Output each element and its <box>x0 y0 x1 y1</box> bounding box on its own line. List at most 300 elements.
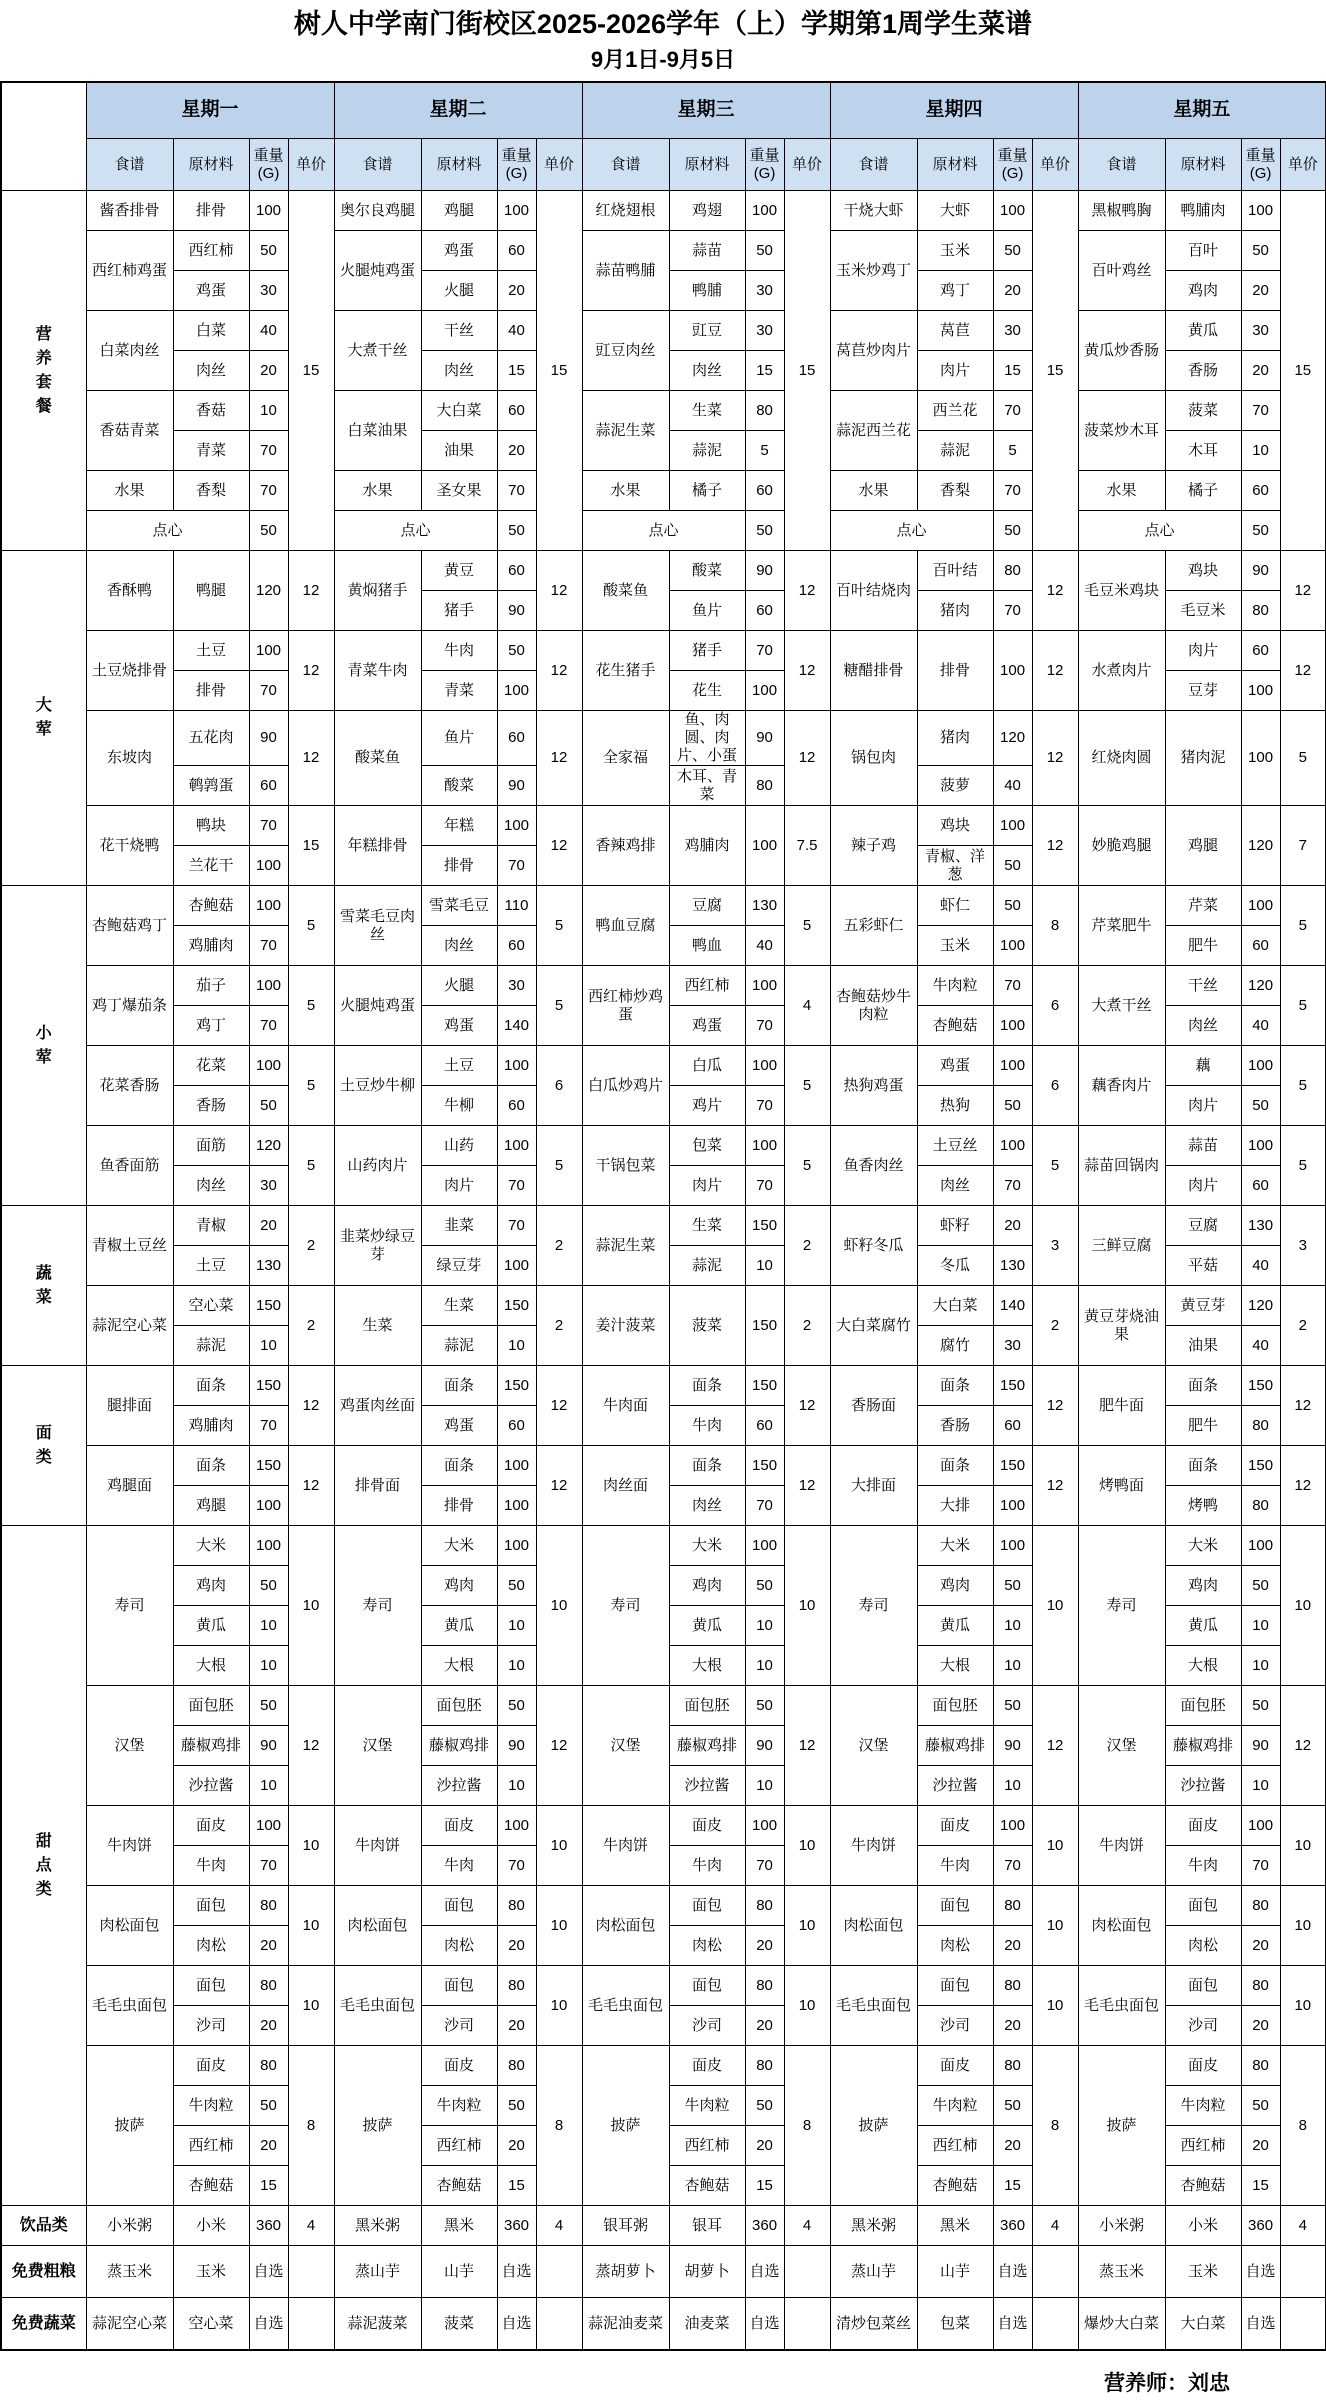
weight-cell: 100 <box>249 1526 288 1566</box>
weight-cell: 80 <box>745 1886 784 1926</box>
day-header: 星期三 <box>582 82 830 139</box>
weight-cell: 120 <box>1241 806 1280 886</box>
ingredient-cell: 面皮 <box>917 2046 993 2086</box>
corner-cell <box>1 82 86 191</box>
weight-cell: 150 <box>1241 1366 1280 1406</box>
weight-cell: 自选 <box>497 2298 536 2350</box>
ingredient-cell: 花生 <box>669 671 745 711</box>
ingredient-cell: 排骨 <box>421 846 497 886</box>
price-cell: 7.5 <box>784 806 830 886</box>
ingredient-column-header: 原材料 <box>173 139 249 191</box>
dish-cell: 蒸山芋 <box>334 2246 421 2298</box>
weight-cell: 10 <box>1241 1766 1280 1806</box>
price-cell: 10 <box>1032 1806 1078 1886</box>
weight-cell: 100 <box>249 1806 288 1846</box>
dish-cell: 大煮干丝 <box>1078 966 1165 1046</box>
weight-cell: 50 <box>497 1566 536 1606</box>
ingredient-cell: 蒜泥 <box>917 431 993 471</box>
day-header-row <box>1 82 1326 139</box>
weight-cell: 80 <box>993 2046 1032 2086</box>
dish-cell: 牛肉饼 <box>582 1806 669 1886</box>
weight-cell: 30 <box>993 311 1032 351</box>
ingredient-cell: 面包 <box>1165 1966 1241 2006</box>
weight-cell: 100 <box>249 1486 288 1526</box>
price-cell: 15 <box>536 191 582 551</box>
ingredient-cell: 蒜泥 <box>421 1326 497 1366</box>
price-cell: 10 <box>536 1526 582 1686</box>
weight-cell: 60 <box>993 1406 1032 1446</box>
weight-cell: 50 <box>249 2086 288 2126</box>
table-row <box>1 2246 1326 2298</box>
ingredient-cell: 山芋 <box>917 2246 993 2298</box>
ingredient-cell: 鸡脯肉 <box>173 1406 249 1446</box>
ingredient-cell: 虾籽 <box>917 1206 993 1246</box>
recipe-column-header: 食谱 <box>334 139 421 191</box>
weight-cell: 90 <box>249 711 288 766</box>
dish-cell: 水果 <box>334 471 421 511</box>
weight-cell: 60 <box>497 711 536 766</box>
weight-cell: 70 <box>745 1006 784 1046</box>
weight-cell: 自选 <box>745 2298 784 2350</box>
price-cell: 12 <box>288 711 334 806</box>
weight-cell: 80 <box>497 1886 536 1926</box>
weight-cell: 80 <box>1241 1406 1280 1446</box>
ingredient-cell: 鸡块 <box>917 806 993 846</box>
weight-cell: 70 <box>993 591 1032 631</box>
dish-cell: 寿司 <box>86 1526 173 1686</box>
table-row <box>1 1206 1326 1246</box>
weight-cell: 50 <box>1241 2086 1280 2126</box>
dish-cell: 白菜肉丝 <box>86 311 173 391</box>
ingredient-cell: 空心菜 <box>173 2298 249 2350</box>
weight-cell: 100 <box>249 886 288 926</box>
weight-cell: 80 <box>497 1966 536 2006</box>
weight-column-header: 重量(G) <box>745 139 784 191</box>
ingredient-cell: 香梨 <box>917 471 993 511</box>
price-cell: 4 <box>536 2206 582 2246</box>
ingredient-cell: 鸡翅 <box>669 191 745 231</box>
weight-cell: 50 <box>1241 231 1280 271</box>
price-cell: 12 <box>1032 1446 1078 1526</box>
ingredient-cell: 牛肉 <box>421 631 497 671</box>
price-column-header: 单价 <box>1032 139 1078 191</box>
ingredient-cell: 香肠 <box>173 1086 249 1126</box>
ingredient-cell: 沙拉酱 <box>421 1766 497 1806</box>
weight-cell: 100 <box>993 631 1032 711</box>
weight-cell: 70 <box>249 1846 288 1886</box>
ingredient-cell: 面包胚 <box>421 1686 497 1726</box>
ingredient-cell: 肉松 <box>917 1926 993 1966</box>
ingredient-cell: 面筋 <box>173 1126 249 1166</box>
ingredient-cell: 藤椒鸡排 <box>669 1726 745 1766</box>
day-header: 星期二 <box>334 82 582 139</box>
dish-cell: 玉米炒鸡丁 <box>830 231 917 311</box>
weight-cell: 70 <box>497 846 536 886</box>
table-row <box>1 511 1326 551</box>
weight-cell: 100 <box>497 671 536 711</box>
table-row <box>1 886 1326 926</box>
ingredient-cell: 大根 <box>421 1646 497 1686</box>
weight-cell: 150 <box>1241 1446 1280 1486</box>
dish-cell: 点心 <box>86 511 249 551</box>
ingredient-cell: 大根 <box>917 1646 993 1686</box>
ingredient-cell: 鸡蛋 <box>421 1006 497 1046</box>
dish-cell: 花干烧鸭 <box>86 806 173 886</box>
dish-cell: 青椒土豆丝 <box>86 1206 173 1286</box>
weight-cell: 10 <box>249 1766 288 1806</box>
weight-cell: 70 <box>497 1846 536 1886</box>
weight-cell: 20 <box>249 1926 288 1966</box>
weight-cell: 50 <box>745 511 784 551</box>
weight-cell: 120 <box>249 1126 288 1166</box>
ingredient-cell: 肉片 <box>1165 631 1241 671</box>
ingredient-cell: 牛肉粒 <box>173 2086 249 2126</box>
dish-cell: 虾籽冬瓜 <box>830 1206 917 1286</box>
dish-cell: 点心 <box>830 511 993 551</box>
ingredient-cell: 面条 <box>421 1446 497 1486</box>
price-cell: 2 <box>536 1286 582 1366</box>
ingredient-cell: 鸡脯肉 <box>173 926 249 966</box>
price-cell <box>536 2246 582 2298</box>
ingredient-cell: 面包胚 <box>917 1686 993 1726</box>
dish-cell: 香肠面 <box>830 1366 917 1446</box>
price-cell: 10 <box>1032 1526 1078 1686</box>
ingredient-cell: 牛肉 <box>669 1846 745 1886</box>
weight-cell: 20 <box>497 271 536 311</box>
ingredient-cell: 虾仁 <box>917 886 993 926</box>
weight-cell: 90 <box>745 1726 784 1766</box>
price-cell: 2 <box>288 1206 334 1286</box>
dish-cell: 鸡丁爆茄条 <box>86 966 173 1046</box>
ingredient-cell: 五花肉 <box>173 711 249 766</box>
ingredient-cell: 牛肉 <box>173 1846 249 1886</box>
table-row <box>1 631 1326 671</box>
ingredient-cell: 火腿 <box>421 271 497 311</box>
ingredient-cell: 菠菜 <box>421 2298 497 2350</box>
price-cell: 8 <box>784 2046 830 2206</box>
ingredient-cell: 山药 <box>421 1126 497 1166</box>
price-cell: 10 <box>1280 1886 1326 1966</box>
weight-cell: 5 <box>993 431 1032 471</box>
dish-cell: 水果 <box>582 471 669 511</box>
weight-cell: 70 <box>497 471 536 511</box>
recipe-column-header: 食谱 <box>1078 139 1165 191</box>
dish-cell: 杏鲍菇鸡丁 <box>86 886 173 966</box>
ingredient-cell: 木耳 <box>1165 431 1241 471</box>
category-cell: 蔬菜 <box>1 1206 86 1366</box>
ingredient-cell: 鱼片 <box>669 591 745 631</box>
ingredient-cell: 大米 <box>173 1526 249 1566</box>
dish-cell: 大白菜腐竹 <box>830 1286 917 1366</box>
ingredient-cell: 沙司 <box>173 2006 249 2046</box>
dish-cell: 肉松面包 <box>86 1886 173 1966</box>
ingredient-cell: 鸡肉 <box>173 1566 249 1606</box>
price-cell: 2 <box>288 1286 334 1366</box>
weight-cell: 140 <box>497 1006 536 1046</box>
weight-cell: 70 <box>993 471 1032 511</box>
ingredient-cell: 面包胚 <box>669 1686 745 1726</box>
ingredient-cell: 青菜 <box>173 431 249 471</box>
price-cell <box>1032 2298 1078 2350</box>
weight-cell: 100 <box>497 1486 536 1526</box>
dish-cell: 白菜油果 <box>334 391 421 471</box>
weight-cell: 80 <box>745 2046 784 2086</box>
weight-cell: 50 <box>249 1086 288 1126</box>
ingredient-cell: 橘子 <box>1165 471 1241 511</box>
ingredient-cell: 鸡肉 <box>669 1566 745 1606</box>
dish-cell: 西红柿鸡蛋 <box>86 231 173 311</box>
dish-cell: 蒸玉米 <box>86 2246 173 2298</box>
weight-cell: 70 <box>993 391 1032 431</box>
ingredient-cell: 玉米 <box>1165 2246 1241 2298</box>
weight-cell: 60 <box>745 471 784 511</box>
price-cell: 15 <box>288 806 334 886</box>
ingredient-cell: 西红柿 <box>173 231 249 271</box>
weight-cell: 90 <box>1241 1726 1280 1766</box>
weight-cell: 120 <box>249 551 288 631</box>
ingredient-cell: 生菜 <box>669 1206 745 1246</box>
weight-cell: 50 <box>993 2086 1032 2126</box>
date-range: 9月1日-9月5日 <box>590 46 736 72</box>
weight-cell: 70 <box>745 1166 784 1206</box>
ingredient-cell: 鸭腿 <box>173 551 249 631</box>
weight-cell: 50 <box>1241 511 1280 551</box>
weight-cell: 20 <box>745 2006 784 2046</box>
weight-cell: 70 <box>993 1166 1032 1206</box>
ingredient-cell: 空心菜 <box>173 1286 249 1326</box>
ingredient-cell: 面条 <box>173 1366 249 1406</box>
ingredient-cell: 肉片 <box>917 351 993 391</box>
ingredient-cell: 黄瓜 <box>669 1606 745 1646</box>
weight-cell: 15 <box>1241 2166 1280 2206</box>
weight-cell: 70 <box>745 1846 784 1886</box>
ingredient-cell: 豆腐 <box>1165 1206 1241 1246</box>
dish-cell: 点心 <box>1078 511 1241 551</box>
weight-cell: 70 <box>249 471 288 511</box>
ingredient-cell: 鸡丁 <box>173 1006 249 1046</box>
weight-cell: 150 <box>497 1286 536 1326</box>
price-cell: 15 <box>1032 191 1078 551</box>
weight-cell: 100 <box>1241 711 1280 806</box>
ingredient-cell: 大米 <box>669 1526 745 1566</box>
weight-cell: 50 <box>993 1686 1032 1726</box>
price-cell: 12 <box>1032 1686 1078 1806</box>
price-cell: 10 <box>1032 1966 1078 2046</box>
weight-cell: 70 <box>745 1086 784 1126</box>
ingredient-cell: 杏鲍菇 <box>917 2166 993 2206</box>
ingredient-cell: 蒜苗 <box>669 231 745 271</box>
ingredient-cell: 面包 <box>421 1966 497 2006</box>
weight-cell: 90 <box>745 711 784 766</box>
ingredient-cell: 鸡肉 <box>1165 1566 1241 1606</box>
weight-cell: 150 <box>249 1366 288 1406</box>
ingredient-cell: 杏鲍菇 <box>173 886 249 926</box>
dish-cell: 排骨面 <box>334 1446 421 1526</box>
dish-cell: 大排面 <box>830 1446 917 1526</box>
weight-cell: 150 <box>745 1446 784 1486</box>
weight-cell: 10 <box>993 1766 1032 1806</box>
price-cell: 12 <box>1032 1366 1078 1446</box>
weight-cell: 70 <box>249 926 288 966</box>
weight-cell: 80 <box>993 1966 1032 2006</box>
weight-cell: 20 <box>1241 2006 1280 2046</box>
weight-cell: 10 <box>1241 1646 1280 1686</box>
ingredient-cell: 蒜泥 <box>669 1246 745 1286</box>
dish-cell: 山药肉片 <box>334 1126 421 1206</box>
dish-cell: 肉松面包 <box>830 1886 917 1966</box>
dish-cell: 毛毛虫面包 <box>86 1966 173 2046</box>
weight-cell: 150 <box>993 1446 1032 1486</box>
weight-cell: 10 <box>745 1606 784 1646</box>
dish-cell: 寿司 <box>830 1526 917 1686</box>
table-row <box>1 1366 1326 1406</box>
dish-cell: 韭菜炒绿豆芽 <box>334 1206 421 1286</box>
price-cell: 5 <box>1280 966 1326 1046</box>
ingredient-cell: 猪肉 <box>917 711 993 766</box>
ingredient-cell: 猪手 <box>669 631 745 671</box>
ingredient-cell: 沙司 <box>1165 2006 1241 2046</box>
price-cell: 12 <box>536 806 582 886</box>
ingredient-cell: 猪肉 <box>917 591 993 631</box>
weight-cell: 100 <box>993 806 1032 846</box>
weight-cell: 自选 <box>249 2246 288 2298</box>
ingredient-cell: 肉丝 <box>421 351 497 391</box>
price-cell: 12 <box>1280 631 1326 711</box>
table-row <box>1 471 1326 511</box>
ingredient-cell: 西红柿 <box>669 966 745 1006</box>
weight-cell: 120 <box>993 711 1032 766</box>
dish-cell: 香辣鸡排 <box>582 806 669 886</box>
nutritionist-signature: 营养师：刘忠 <box>1104 2371 1230 2395</box>
weight-cell: 130 <box>745 886 784 926</box>
weight-cell: 100 <box>993 1806 1032 1846</box>
ingredient-cell: 小米 <box>1165 2206 1241 2246</box>
dish-cell: 生菜 <box>334 1286 421 1366</box>
ingredient-cell: 木耳、青菜 <box>669 766 745 806</box>
weight-cell: 150 <box>745 1206 784 1246</box>
weight-cell: 20 <box>497 431 536 471</box>
weight-cell: 120 <box>1241 966 1280 1006</box>
ingredient-cell: 沙拉酱 <box>669 1766 745 1806</box>
weight-cell: 20 <box>993 2006 1032 2046</box>
price-cell: 12 <box>288 1686 334 1806</box>
category-cell: 甜点类 <box>1 1526 86 2206</box>
weight-cell: 自选 <box>993 2298 1032 2350</box>
price-cell: 12 <box>1280 1686 1326 1806</box>
table-row <box>1 2206 1326 2246</box>
weight-cell: 50 <box>993 846 1032 886</box>
dish-cell: 奥尔良鸡腿 <box>334 191 421 231</box>
dish-cell: 干锅包菜 <box>582 1126 669 1206</box>
ingredient-cell: 面包 <box>669 1966 745 2006</box>
dish-cell: 汉堡 <box>86 1686 173 1806</box>
ingredient-cell: 牛肉粒 <box>917 966 993 1006</box>
ingredient-cell: 面皮 <box>421 1806 497 1846</box>
price-cell: 12 <box>1280 551 1326 631</box>
price-cell: 12 <box>784 1446 830 1526</box>
table-row <box>1 231 1326 271</box>
weight-cell: 20 <box>993 1926 1032 1966</box>
weight-cell: 80 <box>993 551 1032 591</box>
weight-cell: 100 <box>249 1046 288 1086</box>
ingredient-cell: 面皮 <box>173 1806 249 1846</box>
price-cell: 5 <box>1280 886 1326 966</box>
ingredient-cell: 玉米 <box>917 926 993 966</box>
ingredient-cell: 包菜 <box>669 1126 745 1166</box>
ingredient-cell: 面条 <box>1165 1366 1241 1406</box>
dish-cell: 牛肉面 <box>582 1366 669 1446</box>
weight-cell: 80 <box>1241 1886 1280 1926</box>
price-cell: 15 <box>288 191 334 551</box>
weight-cell: 40 <box>249 311 288 351</box>
price-column-header: 单价 <box>288 139 334 191</box>
price-cell: 5 <box>784 1046 830 1126</box>
price-cell: 10 <box>288 1806 334 1886</box>
price-column-header: 单价 <box>536 139 582 191</box>
table-row <box>1 1526 1326 1566</box>
weight-cell: 30 <box>745 311 784 351</box>
price-cell: 12 <box>536 631 582 711</box>
ingredient-cell: 牛肉 <box>669 1406 745 1446</box>
ingredient-cell: 腐竹 <box>917 1326 993 1366</box>
ingredient-cell: 大根 <box>1165 1646 1241 1686</box>
weight-cell: 20 <box>497 1926 536 1966</box>
ingredient-cell: 鸡肉 <box>917 1566 993 1606</box>
ingredient-cell: 兰花干 <box>173 846 249 886</box>
price-cell: 10 <box>288 1526 334 1686</box>
ingredient-cell: 大根 <box>669 1646 745 1686</box>
ingredient-cell: 鸡蛋 <box>421 231 497 271</box>
column-header-row <box>1 139 1326 191</box>
recipe-column-header: 食谱 <box>830 139 917 191</box>
weight-cell: 70 <box>249 671 288 711</box>
ingredient-cell: 山芋 <box>421 2246 497 2298</box>
weight-cell: 20 <box>993 2126 1032 2166</box>
dish-cell: 火腿炖鸡蛋 <box>334 966 421 1046</box>
dish-cell: 肉松面包 <box>1078 1886 1165 1966</box>
ingredient-cell: 猪手 <box>421 591 497 631</box>
ingredient-cell: 面包 <box>173 1886 249 1926</box>
weight-cell: 50 <box>249 1566 288 1606</box>
price-cell: 10 <box>784 1886 830 1966</box>
weight-cell: 40 <box>993 766 1032 806</box>
ingredient-cell: 土豆 <box>421 1046 497 1086</box>
price-cell: 8 <box>1280 2046 1326 2206</box>
category-cell: 小荤 <box>1 886 86 1206</box>
weight-cell: 10 <box>1241 431 1280 471</box>
ingredient-cell: 鸡肉 <box>1165 271 1241 311</box>
price-cell: 5 <box>288 1046 334 1126</box>
weight-cell: 360 <box>745 2206 784 2246</box>
dish-cell: 鱼香面筋 <box>86 1126 173 1206</box>
dish-cell: 爆炒大白菜 <box>1078 2298 1165 2350</box>
weight-cell: 10 <box>497 1766 536 1806</box>
ingredient-cell: 火腿 <box>421 966 497 1006</box>
weight-cell: 50 <box>993 886 1032 926</box>
dish-cell: 肉松面包 <box>582 1886 669 1966</box>
ingredient-cell: 肉丝 <box>917 1166 993 1206</box>
weight-cell: 30 <box>745 271 784 311</box>
ingredient-cell: 黄瓜 <box>173 1606 249 1646</box>
dish-cell: 牛肉饼 <box>830 1806 917 1886</box>
weight-cell: 100 <box>745 966 784 1006</box>
menu-table <box>0 81 1326 2351</box>
dish-cell: 西红柿炒鸡蛋 <box>582 966 669 1046</box>
price-cell: 10 <box>536 1886 582 1966</box>
price-cell: 8 <box>1032 886 1078 966</box>
dish-cell: 百叶结烧肉 <box>830 551 917 631</box>
weight-cell: 70 <box>249 806 288 846</box>
